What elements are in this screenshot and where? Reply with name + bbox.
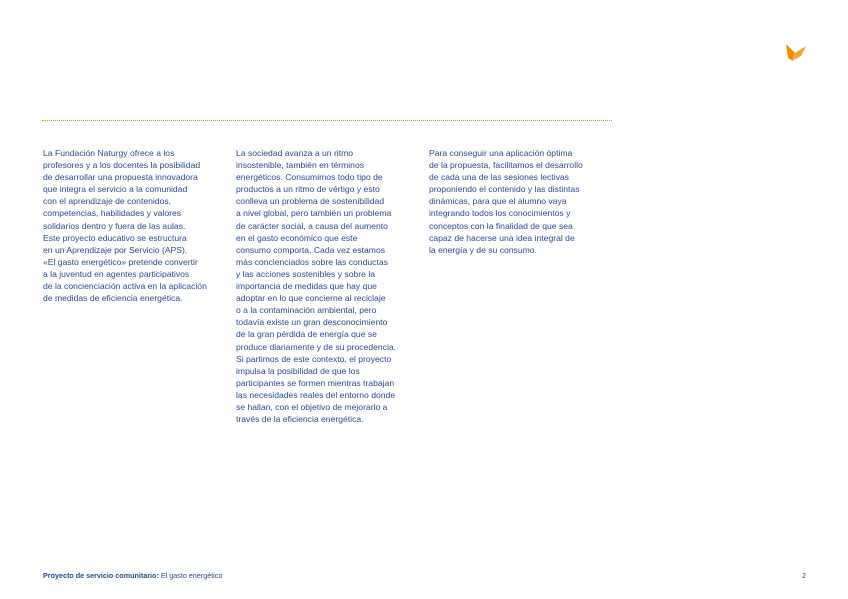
intro-column: [43, 147, 233, 304]
paragraph-line: La Fundación Naturgy ofrece a los: [43, 148, 175, 158]
footer-project-title: El gasto energético: [158, 571, 223, 580]
paragraph-line: a la juventud en agentes participativos: [43, 268, 190, 279]
paragraph-line: Para conseguir una aplicación óptima: [429, 148, 573, 158]
paragraph-line: consumo comporta. Cada vez estamos: [236, 244, 386, 255]
paragraph-line: en el gasto económico que este: [236, 232, 358, 243]
paragraph-line: adoptar en lo que concierne al reciclaje: [236, 293, 386, 304]
paragraph-line: a nivel global, pero también un problema: [236, 208, 392, 219]
paragraph-line: de carácter social, a causa del aumento: [236, 220, 388, 231]
paragraph-line: integrando todos los conocimientos y: [429, 208, 571, 219]
paragraph-line: energéticos. Consumimos todo tipo de: [236, 172, 383, 183]
paragraph-line: participantes se formen mientras trabajan: [236, 377, 395, 388]
paragraph-line: de la propuesta, facilitamos el desarrollo: [429, 160, 583, 171]
paragraph-line: en un Aprendizaje por Servicio (APS).: [43, 244, 188, 255]
application-column: [429, 147, 619, 256]
paragraph-line: más concienciados sobre las conductas: [236, 256, 388, 267]
paragraph-line: impulsa la posibilidad de que los: [236, 365, 360, 376]
paragraph-line: profesores y a los docentes la posibilidad: [43, 160, 201, 171]
paragraph-line: La sociedad avanza a un ritmo: [236, 148, 354, 158]
footer-project-line: [43, 571, 222, 580]
paragraph-line: conlleva un problema de sostenibilidad: [236, 196, 385, 207]
paragraph-line: proponiendo el contenido y las distintas: [429, 184, 580, 195]
naturgy-butterfly-icon: [784, 42, 808, 62]
paragraph-line: Si partimos de este contexto, el proyecto: [236, 353, 392, 364]
paragraph-line: insostenible, también en términos: [236, 160, 365, 171]
paragraph-line: las necesidades reales del entorno donde: [236, 389, 396, 400]
paragraph-line: de medidas de eficiencia energética.: [43, 293, 183, 304]
paragraph-line: que integra el servicio a la comunidad: [43, 184, 188, 195]
header-divider: [42, 120, 612, 121]
paragraph-line: Este proyecto educativo se estructura: [43, 232, 187, 243]
page-number: 2: [802, 571, 806, 580]
paragraph-line: todavía existe un gran desconocimiento: [236, 317, 388, 328]
paragraph-line: produce diariamente y de su procedencia.: [236, 341, 397, 352]
paragraph-line: dinámicas, para que el alumno vaya: [429, 196, 567, 207]
paragraph-line: de cada una de las sesiones lectivas: [429, 172, 569, 183]
paragraph-line: y las acciones sostenibles y sobre la: [236, 268, 376, 279]
paragraph-line: competencias, habilidades y valores: [43, 208, 182, 219]
paragraph-line: importancia de medidas que hay que: [236, 281, 377, 292]
paragraph-line: capaz de hacerse una idea integral de: [429, 232, 575, 243]
context-column: [236, 147, 426, 425]
paragraph-line: través de la eficiencia energética.: [236, 414, 364, 425]
paragraph-line: o a la contaminación ambiental, pero: [236, 305, 377, 316]
paragraph-line: de la gran pérdida de energía que se: [236, 329, 377, 340]
paragraph-line: de desarrollar una propuesta innovadora: [43, 172, 198, 183]
paragraph-line: «El gasto energético» pretende convertir: [43, 256, 198, 267]
paragraph-line: con el aprendizaje de contenidos,: [43, 196, 172, 207]
footer-project-label: Proyecto de servicio comunitario:: [43, 571, 159, 580]
paragraph-line: productos a un ritmo de vértigo y esto: [236, 184, 380, 195]
paragraph-line: de la concienciación activa en la aplicación: [43, 281, 207, 292]
paragraph-line: conceptos con la finalidad de que sea: [429, 220, 573, 231]
paragraph-line: la energía y de su consumo.: [429, 244, 537, 255]
paragraph-line: se hallan, con el objetivo de mejorarlo a: [236, 401, 388, 412]
paragraph-line: solidarios dentro y fuera de las aulas.: [43, 220, 186, 231]
